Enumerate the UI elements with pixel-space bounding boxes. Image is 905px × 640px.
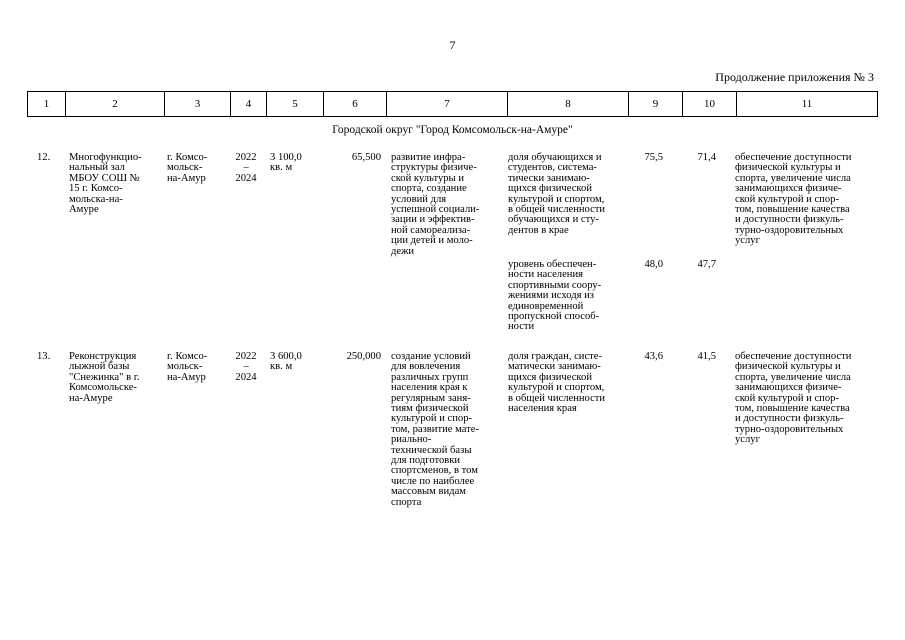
text-line: том, развитие мате-	[391, 423, 480, 435]
text-line: занимающихся физиче-	[735, 382, 842, 394]
text-line: структуры физиче-	[391, 162, 477, 174]
text-line: мольск-	[167, 361, 203, 373]
header-col-5: 5	[267, 92, 324, 117]
capacity	[270, 153, 302, 174]
text-line: кв. м	[270, 361, 293, 373]
purpose	[391, 153, 479, 257]
text-line: и доступности физкуль-	[735, 413, 844, 425]
text-line: Комсомольске-	[69, 382, 137, 394]
text-line: успешной социали-	[391, 204, 480, 216]
text-line: населения края к	[391, 382, 468, 394]
text-line: ности	[508, 321, 535, 333]
text-line: "Снежинка" в г.	[69, 371, 140, 383]
text-line: тиям физической	[391, 403, 469, 415]
column-header-table	[27, 91, 878, 117]
expected-result	[735, 153, 851, 247]
header-col-8: 8	[508, 92, 629, 117]
text-line: доля граждан, систе-	[508, 351, 603, 362]
indicator-value-col10: 71,4	[697, 152, 716, 163]
text-line: для вовлечения	[391, 361, 461, 373]
text-line: Амуре	[69, 204, 99, 216]
purpose	[391, 352, 479, 508]
object-name	[69, 352, 140, 404]
indicator-value-col9: 75,5	[644, 152, 663, 163]
text-line: мольск-	[167, 162, 203, 174]
text-line: г. Комсо-	[167, 351, 208, 362]
text-line: студентов, система-	[508, 162, 597, 174]
text-line: на-Амур	[167, 172, 206, 184]
location	[167, 153, 207, 184]
header-col-6: 6	[324, 92, 387, 117]
text-line: тически занимаю-	[508, 172, 590, 184]
row-number: 12.	[37, 152, 51, 163]
text-line: щихся физической	[508, 371, 592, 383]
header-row	[28, 92, 878, 117]
text-line: доля обучающихся и	[508, 152, 602, 163]
text-line: спорта, увеличение числа	[735, 371, 851, 383]
text-line: в общей численности	[508, 392, 606, 404]
text-line: риально-	[391, 434, 432, 446]
text-line: на-Амуре	[69, 392, 113, 404]
text-line: –	[243, 361, 249, 373]
indicator-text	[508, 260, 601, 333]
text-line: нальный зал	[69, 162, 125, 174]
expected-result	[735, 352, 851, 446]
text-line: числе по наиболее	[391, 475, 475, 487]
header-col-9: 9	[629, 92, 683, 117]
text-line: культурой и спортом,	[508, 193, 605, 205]
text-line: ской культуры и	[391, 172, 464, 184]
text-line: уровень обеспечен-	[508, 259, 597, 270]
text-line: спорта, создание	[391, 183, 467, 195]
text-line: 2022	[235, 152, 257, 163]
text-line: –	[243, 162, 249, 174]
text-line: спорта	[391, 496, 422, 508]
text-line: г. Комсо-	[167, 152, 208, 163]
text-line: технической базы	[391, 444, 472, 456]
indicator-value-col9: 43,6	[644, 351, 663, 362]
text-line: лыжной базы	[69, 361, 130, 373]
text-line: регулярным заня-	[391, 392, 471, 404]
text-line: ности населения	[508, 269, 583, 281]
text-line: различных групп	[391, 371, 469, 383]
row-number: 13.	[37, 351, 51, 362]
text-line: спортсменов, в том	[391, 465, 478, 477]
text-line: 2024	[235, 172, 257, 184]
text-line: ции детей и моло-	[391, 235, 473, 247]
indicator-value-col9: 48,0	[644, 259, 663, 270]
text-line: Реконструкция	[69, 351, 137, 362]
text-line: для подготовки	[391, 455, 461, 467]
district-heading: Городской округ "Город Комсомольск-на-Амуре"	[332, 124, 573, 136]
text-line: ской культурой и спор-	[735, 392, 839, 404]
text-line: Многофункцио-	[69, 152, 142, 163]
text-line: ской культурой и спор-	[735, 193, 839, 205]
header-col-10: 10	[683, 92, 737, 117]
text-line: дежи	[391, 245, 415, 257]
years	[233, 153, 259, 184]
indicator-value-col10: 47,7	[697, 259, 716, 270]
text-line: жениями исходя из	[508, 290, 594, 302]
text-line: культурой и спор-	[391, 413, 473, 425]
cost: 65,500	[351, 152, 381, 163]
text-line: 2024	[235, 371, 257, 383]
header-col-1: 1	[28, 92, 66, 117]
text-line: 3 600,0	[270, 351, 302, 362]
header-col-11: 11	[737, 92, 878, 117]
text-line: и доступности физкуль-	[735, 214, 844, 226]
indicator-value-col10: 41,5	[697, 351, 716, 362]
text-line: дентов в крае	[508, 224, 569, 236]
text-line: щихся физической	[508, 183, 592, 195]
text-line: культурой и спортом,	[508, 382, 605, 394]
cost: 250,000	[346, 351, 381, 362]
text-line: в общей численности	[508, 204, 606, 216]
text-line: обеспечение доступности	[735, 351, 852, 362]
text-line: мольска-на-	[69, 193, 123, 205]
text-line: обучающихся и сту-	[508, 214, 599, 226]
text-line: турно-оздоровительных	[735, 224, 844, 236]
text-line: пропускной способ-	[508, 311, 600, 323]
text-line: матически занимаю-	[508, 361, 601, 373]
header-col-4: 4	[231, 92, 267, 117]
text-line: турно-оздоровительных	[735, 423, 844, 435]
text-line: 3 100,0	[270, 152, 302, 163]
text-line: спорта, увеличение числа	[735, 172, 851, 184]
text-line: 15 г. Комсо-	[69, 183, 123, 195]
text-line: МБОУ СОШ №	[69, 172, 140, 184]
header-col-7: 7	[387, 92, 508, 117]
text-line: зации и эффектив-	[391, 214, 475, 226]
header-col-3: 3	[165, 92, 231, 117]
header-col-2: 2	[66, 92, 165, 117]
text-line: массовым видам	[391, 486, 466, 498]
text-line: том, повышение качества	[735, 403, 850, 415]
text-line: кв. м	[270, 162, 293, 174]
text-line: том, повышение качества	[735, 204, 850, 216]
text-line: физической культуры и	[735, 361, 841, 373]
text-line: населения края	[508, 403, 577, 415]
indicator-text	[508, 153, 605, 236]
text-line: на-Амур	[167, 371, 206, 383]
text-line: создание условий	[391, 351, 471, 362]
text-line: занимающихся физиче-	[735, 183, 842, 195]
text-line: спортивными соору-	[508, 279, 602, 291]
page-number: 7	[449, 38, 456, 52]
capacity	[270, 352, 302, 373]
text-line: физической культуры и	[735, 162, 841, 174]
continuation-label: Продолжение приложения № 3	[715, 70, 874, 84]
text-line: 2022	[235, 351, 257, 362]
years	[233, 352, 259, 383]
text-line: услуг	[735, 235, 760, 247]
text-line: условий для	[391, 193, 447, 205]
text-line: ной самореализа-	[391, 224, 471, 236]
object-name	[69, 153, 142, 215]
text-line: развитие инфра-	[391, 152, 466, 163]
text-line: обеспечение доступности	[735, 152, 852, 163]
location	[167, 352, 207, 383]
indicator-text	[508, 352, 605, 414]
text-line: услуг	[735, 434, 760, 446]
text-line: единовременной	[508, 300, 584, 312]
